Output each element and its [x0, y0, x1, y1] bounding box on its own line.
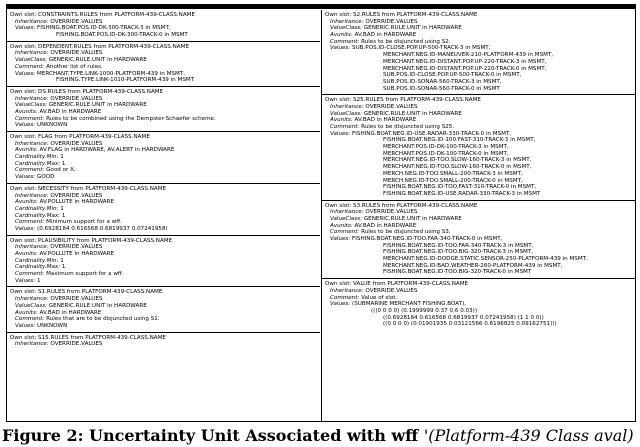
slot-line — [10, 271, 317, 278]
slot-field-label: Values: — [15, 225, 36, 232]
slot-line — [325, 184, 633, 191]
slot-line — [325, 59, 633, 66]
slot-line — [10, 244, 317, 251]
slot-field-value: GENERIC.RULE.UNIT in HARDWARE — [47, 57, 147, 64]
slot-header — [325, 281, 633, 288]
slot-field-label: Inheritance: — [15, 95, 49, 102]
slot-field-value: FISHING.BOAT.NEG.ID-TOO.FAR-340-TRACK-3 in MSMT, — [383, 242, 534, 249]
slot-line — [10, 316, 317, 323]
slot-field-label: Comment: — [15, 271, 45, 278]
slot-field-value: 1 — [60, 160, 66, 167]
slot-line — [10, 167, 317, 174]
slot-field-value: AV.POLLUTE in HARDWARE — [37, 251, 115, 257]
slot-field-value: Own slot: S2.RULES from PLATFORM-439-CLASS.NAME — [325, 12, 478, 18]
slot-field-value: AV.BAD in HARDWARE — [352, 117, 417, 124]
slot-field-value: AV.FLAG in HARDWARE, AV.ALERT in HARDWARE — [37, 147, 175, 154]
slot-field-label: Values: — [15, 174, 36, 181]
slot-line — [325, 157, 633, 164]
slot-field-value: Value of slot. — [359, 294, 398, 301]
slot-field-value: ((0.6928184 0.616568 0.6819937 0.07241958) (1 1 0 0)) — [383, 314, 544, 321]
slot-line — [325, 131, 633, 138]
slot-field-value: MERCHANT.NEG.ID-BAD.WEATHER-260-PLATFORM-439 in MSMT, — [383, 262, 563, 269]
slot-line — [10, 303, 317, 310]
slot-field-value: GENERIC.RULE.UNIT in HARDWARE — [362, 25, 462, 32]
slot-field-value: SUB.POS.ID-CLOSE.POP.UP-500-TRACK-0 in MSMT, — [383, 72, 522, 79]
slot-field-label: Avunits: — [15, 108, 38, 115]
slot-field-value: Own slot: S1.RULES from PLATFORM-439-CLASS.NAME — [10, 289, 163, 296]
slot-field-value: OVERRIDE.VALUES — [48, 244, 103, 251]
slot-field-value: MERCHANT.NEG.ID-DISTANT.POP.UP-220-TRACK-0 in MSMT, — [383, 65, 547, 72]
slot-line — [10, 77, 317, 84]
slot-line — [10, 116, 317, 123]
slot-field-label: Comment: — [330, 124, 360, 130]
slot-field-label: Values: — [330, 301, 351, 308]
slot-field-label: Cardinality.Max: — [15, 264, 61, 271]
slot-block — [322, 201, 636, 280]
top-rule — [7, 5, 635, 9]
slot-field-value: OVERRIDE.VALUES — [48, 50, 103, 57]
slot-line — [325, 151, 633, 158]
slot-field-value: Good or X. — [44, 167, 76, 174]
slot-line — [325, 249, 633, 256]
slot-line — [10, 122, 317, 129]
slot-field-label: Values: — [15, 70, 36, 77]
slot-field-value: 1 — [58, 154, 64, 161]
slot-field-value: Own slot: S3.RULES from PLATFORM-439-CLASS.NAME — [325, 202, 478, 209]
slot-field-value: AV.BAD in HARDWARE — [37, 309, 102, 316]
slot-field-label: Comment: — [15, 167, 45, 174]
slot-line — [10, 25, 317, 32]
slot-line — [10, 161, 317, 168]
slot-line — [325, 52, 633, 59]
slot-line — [10, 154, 317, 161]
slot-header — [10, 238, 317, 245]
slot-field-value: (SUBMARINE MERCHANT FISHING.BOAT), — [350, 301, 467, 308]
slot-block — [322, 10, 636, 95]
slot-field-value: FISHING.BOAT.NEG.ID-TOO.BIG-320-TRACK-3 in MSMT, — [383, 249, 534, 256]
slot-header — [10, 335, 317, 342]
slot-field-value: OVERRIDE.VALUES — [48, 296, 103, 303]
slot-field-label: ValueClass: — [15, 102, 48, 109]
slot-field-label: Values: — [330, 130, 351, 137]
slot-field-label: Cardinality.Min: — [15, 257, 59, 264]
slot-field-value: SUB.POS.ID-SONAR-560-TRACK-0 in MSMT — [383, 85, 500, 92]
slot-line — [325, 111, 633, 118]
slot-field-label: Avunits: — [15, 147, 38, 154]
slot-line — [10, 102, 317, 109]
slot-field-label: Values: — [15, 277, 36, 284]
slot-header — [325, 12, 633, 19]
slot-field-value: FISHING.TYPE.LINK-1010-PLATFORM-439 in MSMT — [56, 77, 195, 84]
slot-field-value: FISHING.BOAT.NEG.ID-TOO.BIG-320-TRACK-0 in MSMT — [383, 269, 532, 276]
right-column — [321, 10, 636, 421]
slot-field-label: Inheritance: — [15, 50, 49, 57]
slot-field-label: Values: — [330, 236, 351, 242]
slot-field-value: GENERIC.RULE.UNIT in HARDWARE — [362, 110, 462, 117]
left-column — [7, 10, 320, 421]
slot-field-value: MERCHANT.NEG.ID-MANEUVER-210-PLATFORM-439 in MSMT, — [383, 52, 554, 59]
slot-line — [10, 226, 317, 233]
slot-line — [325, 144, 633, 151]
slot-block — [7, 10, 320, 42]
slot-field-value: Own slot: DEPENDENT.RULES from PLATFORM-439-CLASS.NAME — [10, 43, 189, 50]
slot-line — [325, 19, 633, 26]
slot-line — [10, 64, 317, 71]
slot-field-value: Another list of rules. — [44, 63, 103, 70]
slot-line — [10, 199, 317, 206]
slot-field-label: Inheritance: — [15, 192, 49, 199]
slot-line — [325, 243, 633, 250]
figure-caption — [0, 424, 640, 447]
slot-line — [10, 19, 317, 26]
slot-field-value: OVERRIDE.VALUES — [48, 341, 103, 348]
slot-line — [10, 50, 317, 57]
slot-field-value: MERCHANT.NEG.ID-DISTANT.POP.UP-220-TRACK-3 in MSMT, — [383, 58, 547, 65]
slot-field-value: FISHING.BOAT.POS.ID-DK-300-TRACK-0 in MSMT — [56, 32, 188, 39]
slot-field-value: MERCHANT.NEG.ID-DODGE.STATIC.SENSOR-250-PLATFORM-439 in MSMT, — [383, 256, 588, 263]
slot-field-label: Cardinality.Max: — [15, 160, 61, 167]
slot-header — [325, 203, 633, 210]
slot-field-value: Own slot: CONSTRAINTS.RULES from PLATFORM-439-CLASS.NAME — [10, 12, 196, 18]
slot-field-value: FISHING.BOAT.NEG.ID-TOO.FAR-340-TRACK-0 in MSMT, — [350, 236, 503, 242]
slot-field-label: Inheritance: — [330, 103, 364, 110]
slot-line — [10, 141, 317, 148]
slot-header — [10, 89, 317, 96]
slot-line — [325, 124, 633, 131]
slot-block — [7, 132, 320, 184]
slot-field-value: AV.POLLUTE in HARDWARE — [37, 199, 115, 206]
slot-field-value: MERCHANT.NEG.ID-TOO.SLOW-160-TRACK-3 in MSMT, — [383, 157, 532, 164]
slot-field-label: Inheritance: — [15, 18, 49, 25]
slot-field-label: Comment: — [15, 316, 45, 323]
slot-header — [10, 289, 317, 296]
slot-field-value: Rules to be disjuncted using S2. — [359, 38, 451, 45]
slot-field-value: GOOD — [35, 174, 55, 181]
slot-field-value: FISHING.BOAT.NEG.ID-USE.RADAR-330-TRACK-0 in MSMT, — [350, 130, 512, 137]
slot-field-value: Rules to be disjuncted using S25. — [359, 124, 455, 130]
slot-field-value: OVERRIDE.VALUES — [363, 103, 418, 110]
slot-block — [7, 184, 320, 236]
slot-field-value: MERCHANT.POS.ID-DK-100-TRACK-0 in MSMT, — [383, 150, 509, 157]
slot-line — [325, 209, 633, 216]
slot-line — [325, 216, 633, 223]
slot-line — [10, 147, 317, 154]
slot-line — [325, 72, 633, 79]
slot-line — [10, 296, 317, 303]
slot-field-value: Rules that are to be disjuncted using S1. — [44, 316, 160, 323]
slot-field-label: ValueClass: — [15, 57, 48, 64]
slot-field-label: Comment: — [15, 115, 45, 122]
slot-field-label: Cardinality.Min: — [15, 154, 59, 161]
slot-line — [325, 164, 633, 171]
slot-field-value: (0.6928184 0.616568 0.6819937 0.07241958) — [35, 225, 168, 232]
slot-field-value: MERCH.NEG.ID-TOO.SMALL-200-TRACK-0 in MSMT, — [383, 177, 523, 184]
slot-line — [325, 117, 633, 124]
slot-field-value: OVERRIDE.VALUES — [48, 140, 103, 147]
slot-field-value: Rules to be disjuncted using S3. — [359, 229, 451, 236]
slot-field-value: Own slot: S25.RULES from PLATFORM-439-CLASS.NAME — [325, 97, 481, 104]
slot-line — [325, 223, 633, 230]
slot-field-label: Comment: — [15, 219, 45, 226]
slot-field-value: 1 — [58, 205, 64, 212]
slot-line — [10, 193, 317, 200]
slot-line — [325, 45, 633, 52]
slot-field-value: OVERRIDE.VALUES — [48, 18, 103, 25]
slot-field-value: SUB.POS.ID-SONAR-560-TRACK-3 in MSMT, — [383, 78, 502, 85]
slot-header — [325, 97, 633, 104]
slot-line — [325, 321, 633, 328]
slot-block — [7, 333, 320, 350]
slot-field-label: ValueClass: — [330, 215, 363, 222]
slot-line — [325, 178, 633, 185]
slot-line — [325, 39, 633, 46]
slot-line — [325, 308, 633, 315]
slot-field-label: Inheritance: — [330, 287, 364, 294]
slot-line — [10, 264, 317, 271]
slot-line — [10, 341, 317, 348]
slot-field-value: Own slot: DS.RULES from PLATFORM-439-CLASS.NAME — [10, 88, 164, 95]
slot-field-label: Inheritance: — [15, 341, 49, 348]
slot-field-label: Values: — [330, 45, 351, 52]
slot-field-value: OVERRIDE.VALUES — [363, 287, 418, 294]
slot-field-value: 1 — [60, 212, 66, 219]
slot-field-label: Comment: — [330, 229, 360, 236]
slot-line — [10, 32, 317, 39]
slot-field-value: FISHING.BOAT.NEG.ID-USE.RADAR-330-TRACK-3 in MSMT — [383, 190, 541, 197]
slot-line — [10, 71, 317, 78]
caption-italic-text: '(Platform-439 Class aval) — [423, 426, 634, 445]
slot-field-value: Own slot: VALUE from PLATFORM-439-CLASS.NAME — [325, 281, 469, 288]
slot-line — [10, 213, 317, 220]
slot-line — [325, 79, 633, 86]
slot-line — [10, 206, 317, 213]
slot-line — [325, 25, 633, 32]
slot-field-label: Avunits: — [15, 251, 38, 257]
slot-block — [7, 42, 320, 87]
slot-field-value: GENERIC.RULE.UNIT in HARDWARE — [47, 102, 147, 109]
slot-field-label: Cardinality.Min: — [15, 205, 59, 212]
slot-line — [325, 288, 633, 295]
slot-line — [10, 310, 317, 317]
slot-field-value: FISHING.BOAT.NEG.ID-TOO.FAST-310-TRACK-0 in MSMT, — [383, 184, 537, 191]
slot-line — [10, 96, 317, 103]
slot-field-label: Avunits: — [330, 222, 353, 229]
slot-line — [325, 256, 633, 263]
slot-field-value: Minimum support for a wff. — [44, 219, 122, 226]
slot-field-label: Inheritance: — [15, 140, 49, 147]
slot-header — [10, 134, 317, 141]
slot-field-label: Avunits: — [330, 32, 353, 39]
slot-field-value: OVERRIDE.VALUES — [48, 192, 103, 199]
document-frame — [6, 4, 636, 422]
slot-line — [10, 174, 317, 181]
slot-field-value: GENERIC.RULE.UNIT in HARDWARE — [362, 215, 462, 222]
slot-field-value: OVERRIDE.VALUES — [363, 209, 418, 216]
slot-field-label: Avunits: — [330, 117, 353, 124]
slot-line — [325, 315, 633, 322]
slot-line — [325, 86, 633, 93]
slot-line — [10, 57, 317, 64]
slot-field-label: ValueClass: — [330, 110, 363, 117]
slot-field-label: Values: — [15, 122, 36, 129]
slot-field-label: Comment: — [15, 63, 45, 70]
slot-field-value: ((0 0 0 0) (0.01901935 0.03121566 0.6196825 0.09162751))) — [383, 321, 557, 328]
slot-field-label: ValueClass: — [330, 25, 363, 32]
slot-block — [7, 87, 320, 132]
slot-field-label: Inheritance: — [330, 18, 364, 25]
slot-line — [325, 137, 633, 144]
slot-field-label: Inheritance: — [330, 209, 364, 216]
slot-field-value: AV.BAD in HARDWARE — [352, 32, 417, 39]
slot-line — [10, 109, 317, 116]
slot-block — [7, 287, 320, 332]
slot-field-value: MERCHANT.POS.ID-DK-100-TRACK-3 in MSMT, — [383, 144, 509, 151]
slot-field-value: FISHING.BOAT.POS.ID-DK-300-TRACK-3 in MSMT, — [35, 25, 171, 32]
slot-field-value: SUB.POS.ID-CLOSE.POP.UP-500-TRACK-3 in MSMT, — [350, 45, 491, 52]
slot-field-value: FISHING.BOAT.NEG.ID-100.FAST-310-TRACK-3 in MSMT, — [383, 137, 536, 144]
slot-field-value: Own slot: FLAG from PLATFORM-439-CLASS.NAME — [10, 134, 150, 140]
slot-field-value: UNKNOWN — [35, 122, 68, 129]
slot-field-value: OVERRIDE.VALUES — [363, 18, 418, 25]
slot-field-label: Inheritance: — [15, 244, 49, 251]
slot-line — [10, 323, 317, 330]
slot-field-label: Comment: — [330, 294, 360, 301]
slot-line — [10, 251, 317, 258]
slot-field-value: OVERRIDE.VALUES — [48, 95, 103, 102]
slot-field-value: AV.BAD in HARDWARE — [37, 108, 102, 115]
slot-field-value: (((0 0 0 0) (0.1999999 0.37 0.6 0.03)) — [371, 307, 478, 314]
slot-block — [322, 279, 636, 330]
slot-field-label: ValueClass: — [15, 302, 48, 309]
slot-line — [325, 301, 633, 308]
slot-field-value: Own slot: S15.RULES from PLATFORM-439-CLASS.NAME — [10, 334, 166, 341]
slot-line — [325, 171, 633, 178]
slot-field-label: Values: — [15, 322, 36, 329]
slot-line — [10, 219, 317, 226]
caption-text: Figure 2: Uncertainty Unit Associated with wff — [2, 426, 424, 445]
slot-header — [10, 12, 317, 19]
slot-header — [10, 44, 317, 51]
slot-field-label: Inheritance: — [15, 296, 49, 303]
slot-field-value: Maximum support for a wff. — [44, 271, 124, 278]
slot-field-value: MERCH.NEG.ID-TOO.SMALL-200-TRACK-3 in MSMT, — [383, 170, 523, 177]
slot-field-value: MERCHANT.NEG.ID-TOO.SLOW-160-TRACK-0 in MSMT, — [383, 164, 532, 171]
slot-block — [7, 236, 320, 288]
slot-field-value: AV.BAD in HARDWARE — [352, 222, 417, 229]
slot-field-value: 1 — [60, 264, 66, 271]
slot-field-value: MERCHANT.TYPE.LINK-1000-PLATFORM-439 in MSMT, — [35, 70, 185, 77]
slot-line — [325, 191, 633, 198]
slot-line — [325, 66, 633, 73]
slot-field-value: GENERIC.RULE.UNIT in HARDWARE — [47, 302, 147, 309]
slot-field-value: 1 — [58, 257, 64, 264]
slot-line — [10, 258, 317, 265]
slot-line — [325, 295, 633, 302]
slot-line — [325, 236, 633, 243]
slot-field-value: Own slot: NECESSITY from PLATFORM-439-CLASS.NAME — [10, 185, 167, 192]
slot-line — [325, 263, 633, 270]
slot-line — [325, 32, 633, 39]
slot-field-value: 1 — [35, 277, 41, 284]
slot-line — [325, 229, 633, 236]
slot-line — [10, 278, 317, 285]
slot-field-label: Avunits: — [15, 199, 38, 206]
slot-field-value: Rules to be combined using the Dempster-Schaefer scheme. — [44, 115, 216, 122]
slot-header — [10, 186, 317, 193]
slot-field-value: UNKNOWN — [35, 322, 68, 329]
slot-field-value: Own slot: PLAUSIBILITY from PLATFORM-439-CLASS.NAME — [10, 237, 173, 244]
slot-field-label: Values: — [15, 25, 36, 32]
slot-field-label: Avunits: — [15, 309, 38, 316]
slot-line — [325, 104, 633, 111]
slot-field-label: Cardinality.Max: — [15, 212, 61, 219]
slot-line — [325, 269, 633, 276]
slot-field-label: Comment: — [330, 38, 360, 45]
slot-block — [322, 95, 636, 200]
